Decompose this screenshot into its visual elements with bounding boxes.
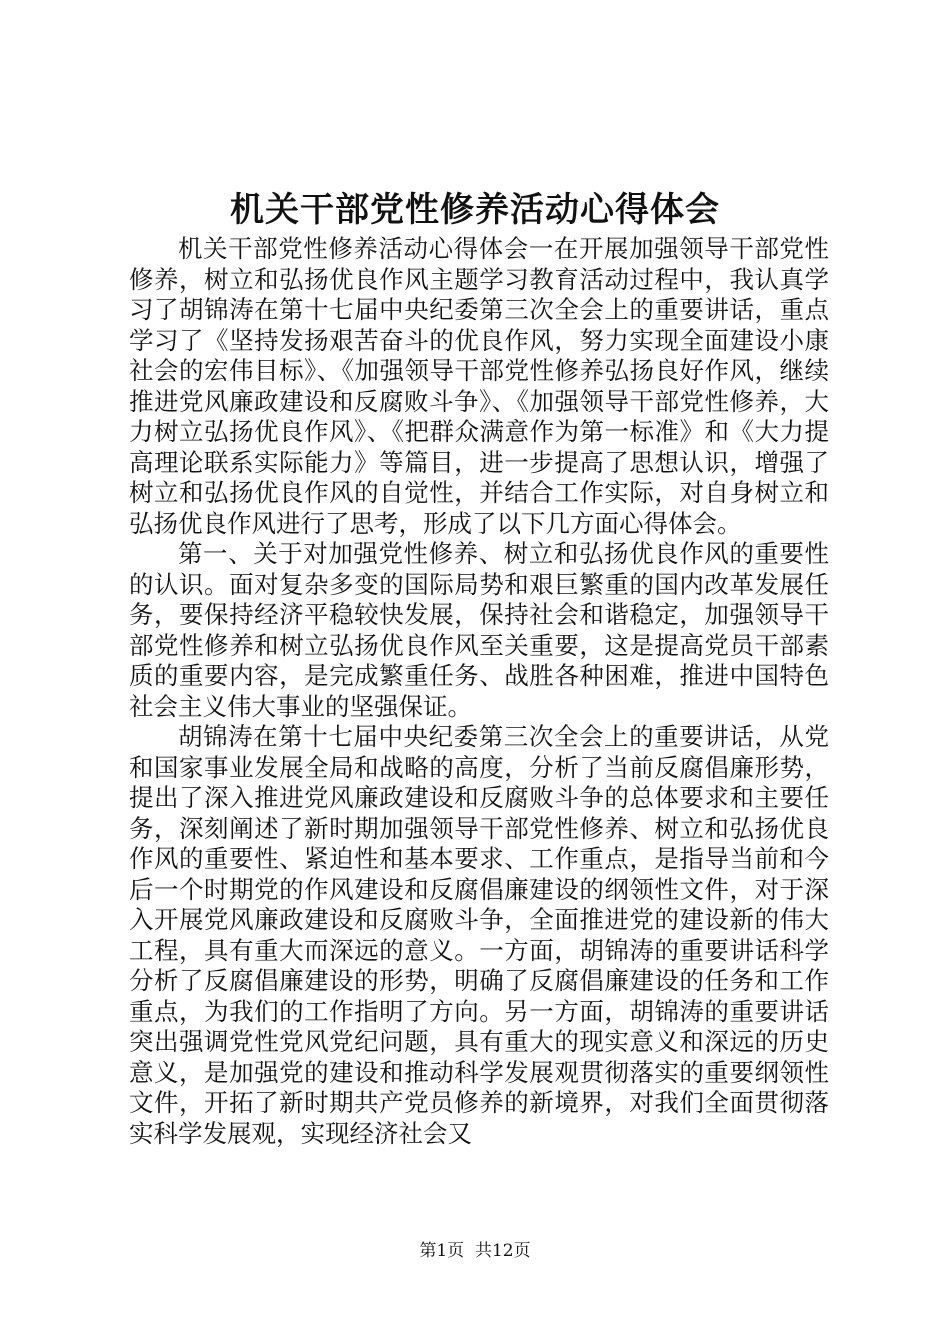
paragraph-intro: 机关干部党性修养活动心得体会一在开展加强领导干部党性修养，树立和弘扬优良作风主题学习教育活动过程中，我认真学习了胡锦涛在第十七届中央纪委第三次全会上的重要讲话，重点学习了《坚持发扬艰苦奋斗的优良作风，努力实现全面建设小康社会的宏伟目标》、《加强领导干部党性修养弘扬良好作风，继续推进党风廉政建设和反腐败斗争》、《加强领导干部党性修养，大力树立弘扬优良作风》、《把群众满意作为第一标准》和《大力提高理论联系实际能力》等篇目，进一步提高了思想认识，增强了树立和弘扬优良作风的自觉性，并结合工作实际，对自身树立和弘扬优良作风进行了思考，形成了以下几方面心得体会。	[129, 234, 829, 538]
paragraph-speech: 胡锦涛在第十七届中央纪委第三次全会上的重要讲话，从党和国家事业发展全局和战略的高度，分析了当前反腐倡廉形势，提出了深入推进党风廉政建设和反腐败斗争的总体要求和主要任务，深刻阐述了新时期加强领导干部党性修养、树立和弘扬优良作风的重要性、紧迫性和基本要求、工作重点，是指导当前和今后一个时期党的作风建设和反腐倡廉建设的纲领性文件，对于深入开展党风廉政建设和反腐败斗争，全面推进党的建设新的伟大工程，具有重大而深远的意义。一方面，胡锦涛的重要讲话科学分析了反腐倡廉建设的形势，明确了反腐倡廉建设的任务和工作重点，为我们的工作指明了方向。另一方面，胡锦涛的重要讲话突出强调党性党风党纪问题，具有重大的现实意义和深远的历史意义，是加强党的建设和推动科学发展观贯彻落实的重要纲领性文件，开拓了新时期共产党员修养的新境界，对我们全面贯彻落实科学发展观，实现经济社会又	[129, 722, 829, 1148]
page-number-footer: 第1页 共12页	[419, 1241, 531, 1261]
paragraph-first-point: 第一、关于对加强党性修养、树立和弘扬优良作风的重要性的认识。面对复杂多变的国际局势和艰巨繁重的国内改革发展任务，要保持经济平稳较快发展，保持社会和谐稳定，加强领导干部党性修养和树立弘扬优良作风至关重要，这是提高党员干部素质的重要内容，是完成繁重任务、战胜各种困难，推进中国特色社会主义伟大事业的坚强保证。	[129, 539, 829, 721]
document-body	[129, 234, 829, 1149]
document-title: 机关干部党性修养活动心得体会	[230, 190, 720, 230]
